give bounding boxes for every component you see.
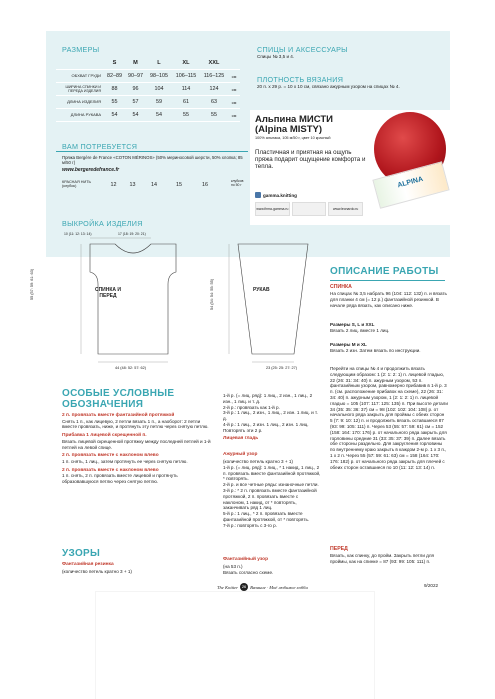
size-header: S [104, 57, 125, 70]
page-footer [217, 583, 308, 591]
cell: 124 [200, 83, 228, 96]
shop-logo: www.firma-gamma.ru [255, 202, 290, 216]
special-item-text: Снять 1 п., как лицевую, 2 петли вязать 1 п., а наоборот: 2 петли вместе провязать, ниже, и протянуть эту петлю через снятую петлю. [62, 418, 209, 430]
size-header: L [146, 57, 172, 70]
fancy-heading: Фантазийный узор [223, 557, 269, 562]
gauge-title: ПЛОТНОСТЬ ВЯЗАНИЯ [257, 75, 344, 84]
unit: см [228, 70, 240, 83]
cell: 55 [200, 109, 228, 122]
lace-heading: Ажурный узор [223, 452, 258, 457]
magazine-name: The Knitter [217, 584, 239, 590]
sizes-title: РАЗМЕРЫ [62, 45, 100, 54]
cell: 54 [146, 109, 172, 122]
row-label: ДЛИНА ИЗДЕЛИЯ [56, 96, 104, 109]
blank-overlay [96, 592, 374, 699]
sizes-group-1: Размеры S, L и XXL [330, 322, 375, 327]
shop-logo [292, 202, 327, 216]
cell: 90–97 [125, 70, 146, 83]
size-header: M [125, 57, 146, 70]
sizes-group-1-text: Вязать 2 лиц. вместе 1 лиц. [330, 328, 390, 333]
tools-text: Спицы № 3,5 и 4. [257, 54, 295, 59]
front-text: Вязать, как спинку, до пройм. Закрыть петли для проймы, как на спинке = 87 (93: 99: 105: 111) п. [330, 553, 435, 564]
sizes-row [56, 96, 240, 109]
sizes-group-2-text: Вязать 2 изн. Затем вязать по инструкции. [330, 348, 421, 353]
sizes-table [56, 57, 240, 122]
red-yarn-unit: клубков по 50 г [231, 179, 244, 187]
ad-subtitle: (Alpina MISTY) [255, 124, 323, 135]
special-item-heading: Прибавка 1 лицевой скрещенной п. [62, 433, 147, 439]
cell: 114 [172, 83, 200, 96]
sizes-row [56, 83, 240, 96]
shop-logo: www.leonardo.ru [328, 202, 363, 216]
rib-rows: 1-й р. (= лиц. ряд): 1 лиц., 2 изн., 1 лиц., 2 изн., 1 лиц. и т. д. 2-й р.: провязать как 1-й р. 3-й р.: 1 лиц., 2 изн., 1 лиц., 2 изн. 1 лиц. и т. д. 4-й р.: 1 лиц., 2 изн. 1 лиц., 2 изн. 1 лиц. Повторять эти 2 р. [223, 393, 318, 433]
cell: 54 [104, 109, 125, 122]
sizes-row [56, 109, 240, 122]
cell: 55 [172, 109, 200, 122]
special-item-text: 1 п. снять, 1 лиц., затем протянуть ее через снятую петлю. [62, 458, 188, 464]
brand-logo: ALPINA [396, 175, 424, 190]
pattern-schematic [55, 232, 345, 374]
ad-specs: 100% альпака, 105 м/50 г, цвет 10 красный [255, 136, 331, 140]
red-yarn-label: КРАСНАЯ НИТЬ (клубок) [62, 180, 92, 189]
cell: 55 [104, 96, 125, 109]
divider [56, 151, 248, 152]
special-item-text: 1 п. снять, 2 п. провязать вместе лицевой и протянуть образовавшуюся петлю через снятую петлю. [62, 473, 178, 485]
cell: 106–115 [172, 70, 200, 83]
rib-pattern-text: (количество петель кратно 3 + 1) [62, 569, 132, 574]
cell: 96 [125, 83, 146, 96]
back-heading: СПИНКА [330, 284, 352, 290]
unit: см [228, 109, 240, 122]
ad-social [255, 192, 297, 198]
size-header: XL [172, 57, 200, 70]
special-item-text: Вязать лицевой скрещенной протяжку между последней петлей и 1-й петлей на левой спице. [62, 438, 211, 450]
ad-slogan: Пластичная и приятная на ощупь пряжа подарит ощущение комфорта и тепла. [255, 149, 366, 171]
cell: 116–125 [200, 70, 228, 83]
front-length-dim: 55 (57: 59: 61: 63) [30, 268, 34, 300]
sleeve-label: РУКАВ [253, 287, 270, 293]
quantity: 15 [176, 182, 182, 188]
cell: 57 [125, 96, 146, 109]
unit: см [228, 96, 240, 109]
front-width-dim: 44 (48: 52: 57: 62) [115, 366, 147, 370]
sleeve-width-dim: 23 (25: 25: 27: 27) [266, 366, 298, 370]
cell: 54 [125, 109, 146, 122]
needs-title: ВАМ ПОТРЕБУЕТСЯ [62, 142, 138, 151]
cell: 59 [146, 96, 172, 109]
stocking-heading: Лицевая гладь [223, 436, 259, 441]
red-yarn-quantities [104, 182, 234, 188]
back-text: На спицах № 3,5 набрать 96 (104: 112: 132) п. и вязать для планки 4 см (= 12 р.) фантазийной резинкой. В начале ряда вязать, как описано ниже. [330, 291, 447, 308]
yarn-url: www.bergeredefrance.fr [62, 167, 120, 173]
special-list [62, 413, 212, 485]
vk-icon [255, 192, 261, 198]
cell: 82–89 [104, 70, 125, 83]
special-item-heading: 2 п. провязать вместе фантазийной протяжкой [62, 413, 175, 418]
quantity: 12 [110, 182, 117, 188]
cell: 63 [200, 96, 228, 109]
row-label: ОБХВАТ ГРУДИ [56, 70, 104, 83]
shoulder-dim: 10 (11: 12: 13: 14) [64, 232, 92, 236]
row-label: ШИРИНА СПИНКИ И ПЕРЕДА ИЗДЕЛИЯ [56, 83, 104, 96]
special-title: ОСОБЫЕ УСЛОВНЫЕ ОБОЗНАЧЕНИЯ [62, 388, 175, 410]
magazine-tagline: Вязание · Моё любимое хобби [250, 584, 308, 590]
sleeve-outline [238, 244, 308, 354]
sizes-group-2: Размеры M и XL [330, 342, 367, 347]
unit: см [228, 83, 240, 96]
cell: 61 [172, 96, 200, 109]
size-header: XXL [200, 57, 228, 70]
page-number: 26 [241, 584, 247, 589]
cell: 98–105 [146, 70, 172, 83]
neck-dim: 17 (18: 19: 20: 21) [118, 232, 146, 236]
issue-date: 9/2022 [424, 583, 439, 588]
divider [330, 280, 445, 281]
tools-title: СПИЦЫ И АКСЕССУАРЫ [257, 45, 348, 54]
lace-text: (количество петель кратно 3 + 1) 1-й р. (= лиц. ряд): 1 лиц., * 1 накид, 1 лиц., 2 п. провязать вместе фантазийной протяжкой, * повторять. 2-й р. и все четные ряды: изнаночные петли. 3-й р.: * 2 п. провязать вместе фантазийной протяжкой, 2 п. провязать вместе с наклоном, 1 накид, от * повторять, заканчивать ряд 1 лиц. 5-й р.: 1 лиц., * 2 п. провязать вместе фантазийной протяжкой, от * повторять. 7-й р.: повторять с 3-го р. [223, 459, 321, 528]
special-item-heading: 2 п. провязать вместе с наклоном влево [62, 453, 159, 459]
main-instructions: Перейти на спицы № 4 и продолжить вязать следующим образом: 1 (2: 1: 2: 1) п. лицевой гладью, 22 (26: 31: 34: 40) п. ажурным узором, 53 п. фантазийным узором, равномерно прибавив в 1-й р. 3 п. (см. расположение прибавок на схеме), 22 (26: 31: 34: 40) п. ажурным узором, 1 (2: 1: 2: 1) п. лицевой гладью = 105 (107: 117: 125: 135) п. При высоте детали 34 (35: 35: 36: 37) см = 98 (102: 102: 104: 108) р. от начального ряда закрыть для проймы с обеих сторон 5 (7: 9: 10: 12) п. и продолжить вязать оставшиеся 87 (93: 99: 105: 111) п. Через 53 (55: 57: 59: 61) см = 152 (158: 164: 170: 176) р. от начального ряда закрыть для горловины средние 31 (33: 35: 37: 39) п. Далее вязать обе стороны раздельно. Для закругления горловины по внутреннему краю закрыть в каждом 2-м р. 1 х 3 п., 1 х 2 п. Через 55 (57: 59: 61: 63) см = 158 (164: 170: 176: 182) р. от начального ряда закрыть для плечей с обеих сторон оставшиеся по 10 (11: 12: 13: 14) п. [330, 366, 448, 470]
quantity: 14 [151, 182, 157, 188]
fancy-text: (на 53 п.) Вязать согласно схеме. [223, 564, 274, 575]
ad-shop-logos [255, 202, 363, 216]
cell: 104 [146, 83, 172, 96]
social-handle: gamma.knitting [263, 192, 297, 198]
quantity: 13 [129, 182, 136, 188]
front-piece-label: СПИНКА И ПЕРЕД [94, 287, 122, 299]
yarn-advertisement [250, 110, 450, 225]
quantity: 16 [202, 182, 208, 188]
ad-title: Альпина МИСТИ [255, 114, 333, 125]
cell: 88 [104, 83, 125, 96]
row-label: ДЛИНА РУКАВА [56, 109, 104, 122]
pattern-title: ВЫКРОЙКА ИЗДЕЛИЯ [62, 219, 143, 228]
sizes-row [56, 70, 240, 83]
front-heading: ПЕРЕД [330, 546, 348, 552]
yarn-description: Пряжа Bergère de France «COTON MÉRINOS» (50% мериносовой шерсти, 50% хлопка; 85 м/50 г) [62, 155, 243, 166]
special-item-heading: 2 п. провязать вместе с наклоном влево [62, 467, 159, 473]
front-piece-outline [90, 244, 176, 354]
gauge-text: 20 п. х 29 р. = 10 х 10 см, связано ажурным узором на спицах № 4. [257, 84, 400, 89]
patterns-title: УЗОРЫ [62, 548, 101, 559]
rib-pattern-heading: Фантазийная резинка [62, 562, 114, 567]
sleeve-length-dim: 54 (54: 54: 55: 55) [210, 278, 214, 310]
description-title: ОПИСАНИЕ РАБОТЫ [330, 266, 439, 277]
